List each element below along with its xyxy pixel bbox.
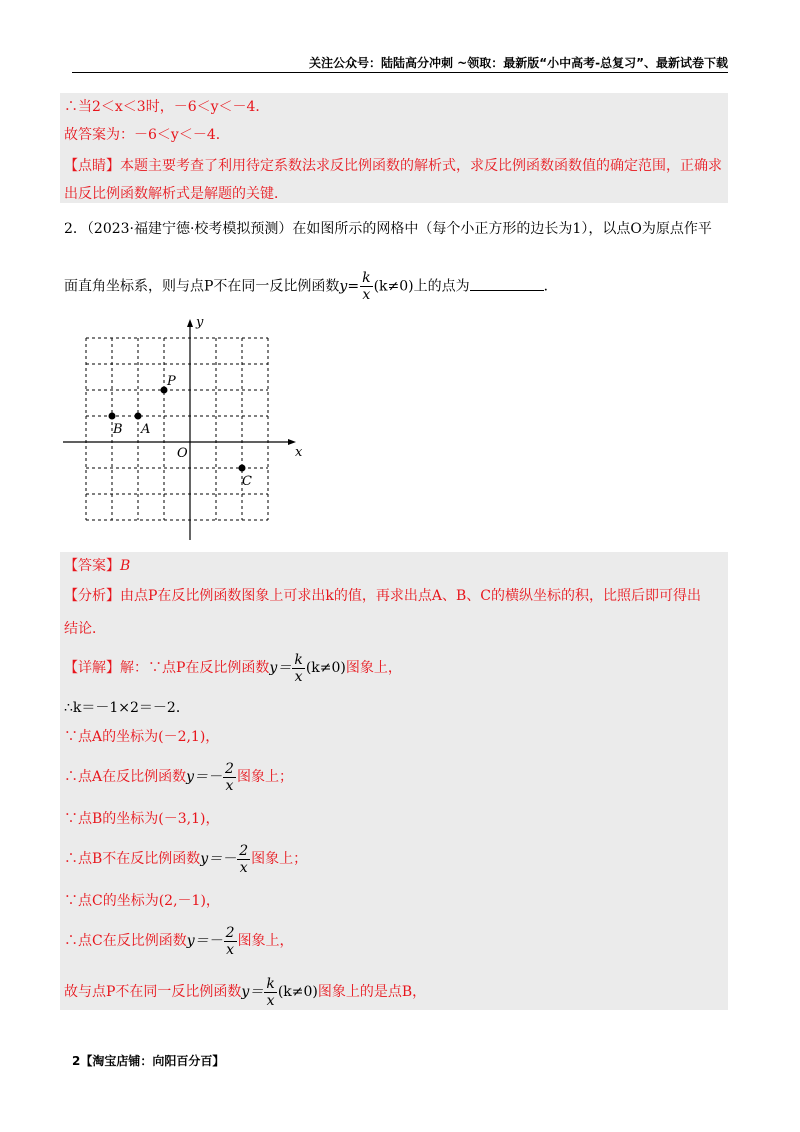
question-text-end: 上的点为	[413, 278, 470, 295]
point-a	[135, 413, 142, 420]
answer-blank	[470, 276, 544, 291]
y-axis-label: y	[196, 315, 204, 330]
point-c	[239, 465, 246, 472]
func-eq: =	[347, 278, 360, 295]
origin-label: O	[177, 446, 188, 461]
detail-line9: 故与点P不在同一反比例函数y＝ $\frac{k}{x}$ (k≠0)图象上的是点B，	[64, 975, 427, 1009]
func-y: y	[339, 278, 348, 295]
question-line2: 面直角坐标系，则与点P不在同一反比例函数y= $\frac{k}{x}$ (k≠0)上的点为 ．	[64, 270, 558, 303]
answer-label: 【答案】	[64, 558, 120, 574]
func-condition: (k≠0)	[373, 278, 414, 295]
fraction-k-over-x: $\frac{k}{x}$	[294, 651, 303, 685]
detail-line7: ∵点C的坐标为(2,－1)，	[64, 893, 220, 909]
detail-line3: ∵点A的坐标为(－2,1)，	[64, 729, 220, 745]
point-label-b: B	[113, 422, 123, 437]
prev-answer: 故答案为：－6＜y＜－4．	[64, 127, 230, 143]
detail-line5: ∵点B的坐标为(－3,1)，	[64, 811, 220, 827]
point-label-p: P	[167, 374, 176, 389]
prev-conclusion: ∴当2＜x＜3时，－6＜y＜－4．	[64, 99, 270, 115]
question-line1: 2．（2023·福建宁德·校考模拟预测）在如图所示的网格中（每个小正方形的边长为1），以点O为原点作平	[64, 221, 712, 237]
fraction-2-over-x: $\frac{2}{x}$	[225, 924, 235, 958]
fraction-k-over-x: $\frac{k}{x}$	[266, 975, 275, 1009]
detail-line1: 【详解】解：∵点P在反比例函数y＝ $\frac{k}{x}$ (k≠0)图象上，	[64, 651, 402, 685]
y-axis-arrow-icon	[187, 319, 193, 327]
fraction-k-over-x: $\frac{k}{x}$	[362, 270, 371, 303]
detail-line4: ∴点A在反比例函数y＝－ $\frac{2}{x}$ 图象上；	[64, 760, 293, 794]
point-b	[109, 413, 116, 420]
point-label-a: A	[141, 422, 151, 437]
page-footer: 2【淘宝店铺：向阳百分百】	[72, 1054, 225, 1068]
detail-line6: ∴点B不在反比例函数y＝－ $\frac{2}{x}$ 图象上；	[64, 842, 308, 876]
analysis-line1: 【分析】由点P在反比例函数图象上可求出k的值，再求出点A、B、C的横纵坐标的积，比照后即可得出	[64, 588, 702, 604]
page-header: 关注公众号：陆陆高分冲刺 ~领取：最新版“小中高考-总复习”、最新试卷下载	[309, 56, 728, 70]
fraction-2-over-x: $\frac{2}{x}$	[239, 842, 249, 876]
answer-value: B	[120, 558, 131, 574]
detail-line8: ∴点C在反比例函数y＝－ $\frac{2}{x}$ 图象上，	[64, 924, 294, 958]
coordinate-grid-figure	[60, 312, 310, 544]
question-text: 面直角坐标系，则与点P不在同一反比例函数	[64, 278, 340, 295]
prev-comment-line2: 出反比例函数解析式是解题的关键．	[64, 186, 288, 202]
detail-line2: ∴k＝－1×2＝－2．	[64, 700, 190, 716]
header-rule	[72, 72, 728, 73]
fraction-2-over-x: $\frac{2}{x}$	[225, 760, 234, 794]
analysis-line2: 结论．	[64, 621, 106, 637]
prev-comment-line1: 【点睛】本题主要考查了利用待定系数法求反比例函数的解析式，求反比例函数函数值的确定范围，正确求	[64, 158, 722, 174]
x-axis-label: x	[295, 445, 303, 460]
answer-line	[64, 555, 130, 577]
point-label-c: C	[242, 474, 252, 489]
